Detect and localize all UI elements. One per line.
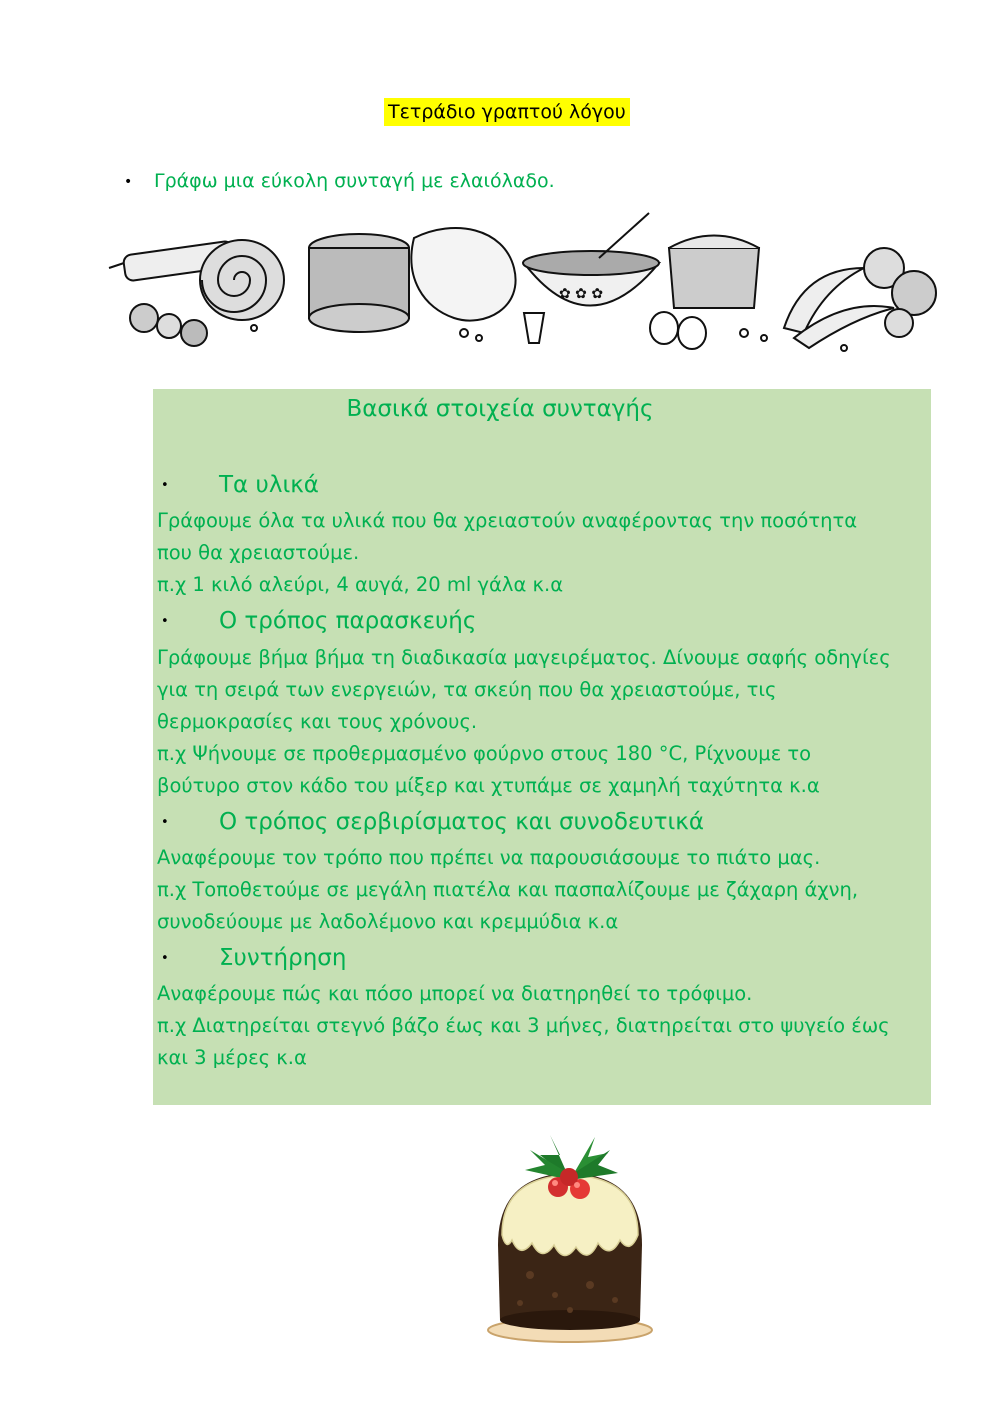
section-line: που θα χρειαστούμε.: [157, 541, 360, 564]
bullet-icon: •: [161, 950, 169, 966]
page-title: Τετράδιο γραπτού λόγου: [384, 98, 630, 126]
section-line: π.χ 1 κιλό αλεύρι, 4 αυγά, 20 ml γάλα κ.α: [157, 573, 564, 596]
section-line: για τη σειρά των ενεργειών, τα σκεύη που θα χρειαστούμε, τις: [157, 678, 777, 701]
section-heading-ingredients: [157, 470, 319, 501]
section-heading-text: Συντήρηση: [219, 945, 347, 971]
section-heading-storage: [157, 943, 346, 974]
christmas-pudding-icon: [470, 1125, 670, 1355]
bullet-icon: •: [161, 613, 169, 629]
intro-text: Γράφω μια εύκολη συνταγή με ελαιόλαδο.: [154, 170, 555, 192]
section-line: θερμοκρασίες και τους χρόνους.: [157, 710, 478, 733]
section-line: π.χ Τοποθετούμε σε μεγάλη πιατέλα και πασπαλίζουμε με ζάχαρη άχνη,: [157, 878, 859, 901]
section-line: π.χ Ψήνουμε σε προθερμασμένο φούρνο στους 180 °C, Ρίχνουμε το: [157, 742, 812, 765]
intro-bullet-item: [124, 168, 555, 195]
section-heading-text: Τα υλικά: [219, 472, 319, 498]
svg-text:✿ ✿ ✿: ✿ ✿ ✿: [559, 286, 604, 302]
bullet-icon: •: [161, 477, 169, 493]
bullet-icon: •: [161, 814, 169, 830]
section-line: βούτυρο στον κάδο του μίξερ και χτυπάμε σε χαμηλή ταχύτητα κ.α: [157, 774, 820, 797]
section-line: Αναφέρουμε τον τρόπο που πρέπει να παρουσιάσουμε το πιάτο μας.: [157, 846, 821, 869]
section-heading-text: Ο τρόπος σερβιρίσματος και συνοδευτικά: [219, 809, 704, 835]
section-line: Αναφέρουμε πώς και πόσο μπορεί να διατηρηθεί το τρόφιμο.: [157, 982, 753, 1005]
recipe-box-title: Βασικά στοιχεία συνταγής: [346, 396, 654, 422]
section-heading-text: Ο τρόπος παρασκευής: [219, 608, 477, 634]
section-heading-serving: [157, 807, 704, 838]
section-line: π.χ Διατηρείται στεγνό βάζο έως και 3 μήνες, διατηρείται στο ψυγείο έως: [157, 1014, 890, 1037]
section-line: Γράφουμε όλα τα υλικά που θα χρειαστούν αναφέροντας την ποσότητα: [157, 509, 858, 532]
section-heading-preparation: [157, 606, 476, 637]
baking-illustration-icon: [104, 208, 944, 358]
section-line: συνοδεύουμε με λαδολέμονο και κρεμμύδια κ.α: [157, 910, 619, 933]
section-line: και 3 μέρες κ.α: [157, 1046, 307, 1069]
bullet-icon: •: [124, 173, 133, 190]
section-line: Γράφουμε βήμα βήμα τη διαδικασία μαγειρέματος. Δίνουμε σαφής οδηγίες: [157, 646, 891, 669]
